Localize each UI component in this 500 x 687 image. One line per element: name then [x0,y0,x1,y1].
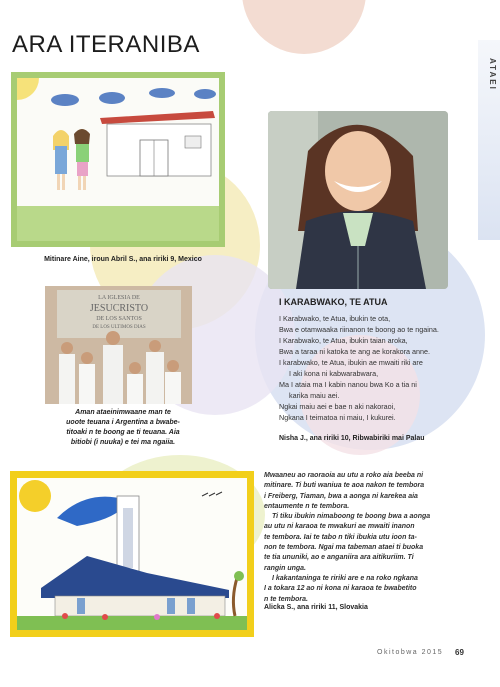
story-line: rangin unga. [264,564,306,572]
story-body [264,471,474,605]
poem-credit: Nisha J., ana ririki 10, Ribwabiriki mai Palau [279,435,425,442]
poem-line: Ngkana I teimatoa ni maiu, I kukurei. [279,413,396,422]
photo-boys-caption-line: bitiobi (i nuuka) e tei ma ngaiia. [70,439,176,446]
poem-line: I Karabwako, te Atua, ibukin te ota, [279,314,391,323]
story-line: Mwaaneu ao raoraoia au utu a roko aia beeba ni [264,472,424,479]
story-line: Ti tiku ibukin nimaboong te boong bwa a aonga [272,513,431,521]
story-credit: Alicka S., ana ririki 11, Slovakia [264,604,368,611]
story-line: n te tembora. [264,595,308,603]
story-line: te tembora. Iai te tabo n tiki ibukia utu ioon ta- [264,533,417,541]
temple-sign-line-2: JESUCRISTO [89,303,149,314]
story-line: te tia ununiki, ao e anganiira ara aitikuriim. Ti [264,554,414,562]
page-title: ARA ITERANIBA [12,31,200,58]
story-line: I kakantaninga te ririki are e na roko ngkana [272,574,418,582]
poem-line: karika maiu aei. [289,391,340,400]
temple-sign-line-1: LA IGLESIA DE [98,295,140,301]
drawing-temple-frame [10,471,254,637]
story-line: entaumente n te tembora. [264,502,350,510]
poem-line: I aki kona ni kabwarabwara, [289,369,379,378]
story-line: I a tokara 12 ao ni kona ni karaoa te bwabetito [264,585,417,593]
story-line: i Freiberg, Tiaman, bwa a aonga ni karekea aia [264,492,418,500]
drawing-missionaries-caption: Mitinare Aine, iroun Abril S., ana ririki 9, Mexico [44,256,202,263]
photo-boys-caption-line: uoote teuana i Argentina a bwabe- [66,419,180,426]
footer-issue-month: Okitobwa 2015 [377,649,444,656]
poem-line: Ngkai maiu aei e bae n aki nakoraoi, [279,402,396,411]
story-line: non te tembora. Ngai ma tabeman ataei ti buoka [264,544,424,552]
section-tab-label: ATAEI [488,58,497,91]
poem-body [279,313,469,423]
photo-boys-temple [45,286,192,404]
drawing-temple [17,478,247,630]
poem-line: I Karabwako, te Atua, ibukin taian aroka, [279,336,408,345]
temple-sign-line-3: DE LOS SANTOS [96,316,142,322]
story-line: au utu ni karaoa te mwakuri ae mwaiti inanon [264,523,415,531]
decor-circle-pink [242,0,366,54]
poem-title: I KARABWAKO, TE ATUA [279,297,388,307]
photo-boys-caption-line: Aman ataeinimwaane man te [75,409,171,416]
drawing-missionaries [17,78,219,241]
story-line: mitinare. Ti buti waniua te aoa nakon te tembora [264,482,425,490]
poem-line: Bwa e otamwaaka riinanon te boong ao te ngaina. [279,325,439,334]
poem-line: Bwa a taraa ni katoka te ang ae korakora anne. [279,347,431,356]
temple-sign-line-4: DE LOS ULTIMOS DIAS [92,325,146,330]
photo-girl [268,111,448,289]
poem-line: I karabwako, te Atua, ibukin ae mwaiti riki are [279,358,423,367]
page-number: 69 [455,648,464,657]
photo-boys-caption-line: titoaki n te boong ae ti teuana. Aia [66,429,180,436]
photo-boys-caption [58,408,188,448]
drawing-missionaries-frame [11,72,225,247]
poem-line: Ma I ataia ma I kabin nanou bwa Ko a tia ni [279,380,417,389]
